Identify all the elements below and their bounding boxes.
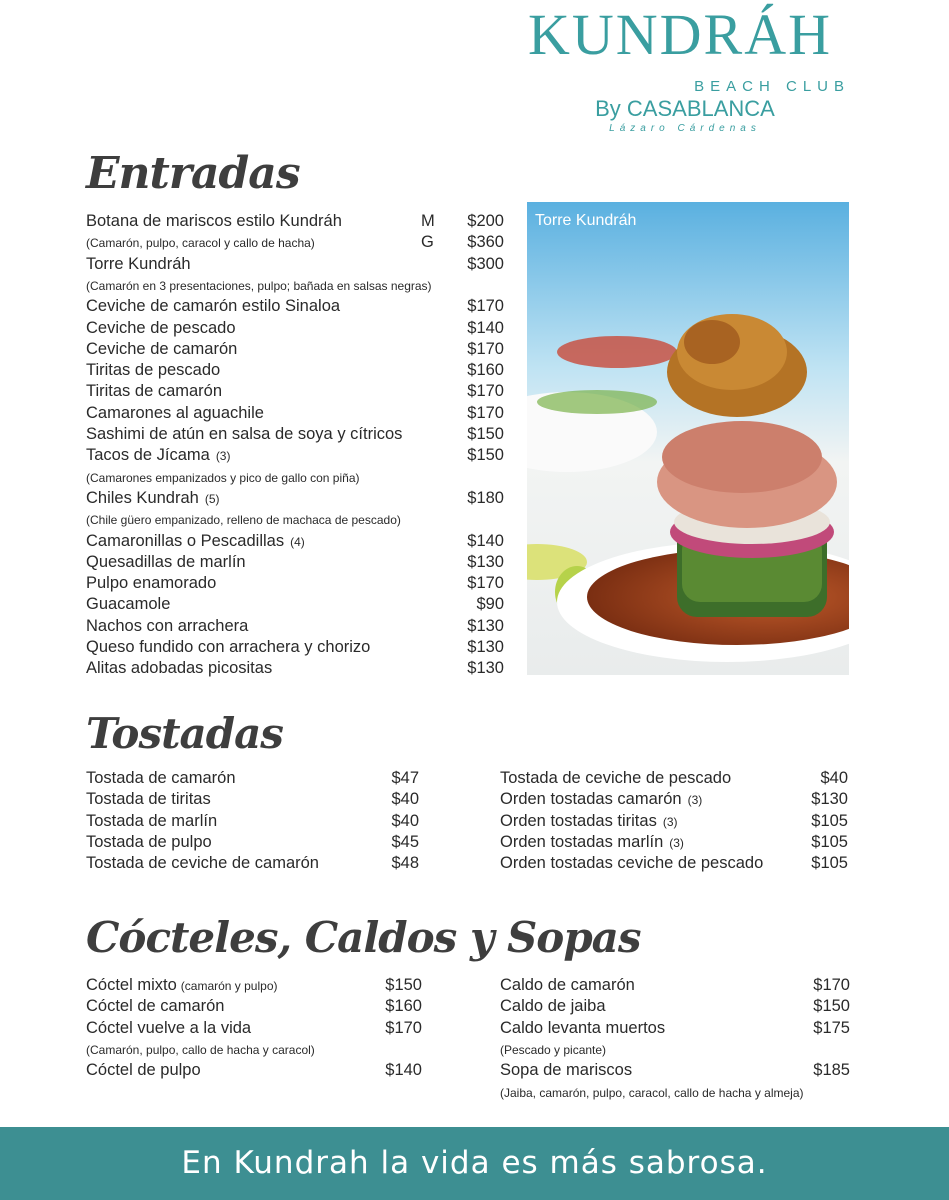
- photo-caption: Torre Kundráh: [535, 212, 637, 229]
- menu-item: [86, 1018, 251, 1039]
- menu-item-name: Orden tostadas tiritas: [500, 811, 657, 830]
- menu-item-name: Ceviche de camarón: [86, 339, 238, 358]
- menu-item-description: (Jaiba, camarón, pulpo, caracol, callo de hacha y almeja): [500, 1085, 804, 1100]
- menu-item-price: $45: [391, 832, 419, 851]
- menu-item: [86, 445, 230, 467]
- menu-item-price: $130: [467, 659, 504, 678]
- menu-item: [86, 381, 222, 402]
- menu-item-price: $140: [467, 531, 504, 550]
- menu-item-name: Sashimi de atún en salsa de soya y cítricos: [86, 425, 403, 443]
- menu-item-name: Alitas adobadas picositas: [86, 659, 273, 678]
- menu-item-name: Tostada de marlín: [86, 811, 218, 830]
- menu-item: [86, 789, 211, 810]
- menu-item-quantity: (3): [669, 835, 684, 850]
- menu-item: [86, 832, 212, 853]
- menu-item-price: $300: [467, 254, 504, 273]
- menu-item-name: Ceviche de camarón estilo Sinaloa: [86, 297, 341, 316]
- menu-item-name: Pulpo enamorado: [86, 574, 217, 593]
- menu-item-size: M: [421, 212, 435, 230]
- menu-item-name: Tostada de ceviche de camarón: [86, 854, 319, 873]
- menu-item-name: Tostada de ceviche de pescado: [500, 769, 732, 787]
- menu-item: [86, 811, 217, 832]
- menu-item: [500, 768, 731, 789]
- menu-item-name: Caldo levanta muertos: [500, 1018, 666, 1037]
- logo-city: Lázaro Cárdenas: [609, 123, 761, 134]
- menu-item: [86, 853, 319, 874]
- menu-item-name: Cóctel mixto: [86, 976, 177, 994]
- menu-item: [86, 488, 220, 510]
- menu-item-name: Orden tostadas ceviche de pescado: [500, 854, 764, 873]
- menu-item-name: Chiles Kundrah: [86, 488, 199, 507]
- menu-item-name: Orden tostadas camarón: [500, 790, 682, 809]
- menu-item-name: Camarones al aguachile: [86, 403, 264, 422]
- menu-item-price: $105: [811, 854, 848, 873]
- menu-item-price: $90: [476, 595, 504, 614]
- section-title-entradas: Entradas: [86, 148, 300, 199]
- menu-item-price: $130: [467, 616, 504, 635]
- menu-item-description: (Camarón, pulpo, caracol y callo de hacha): [86, 236, 315, 251]
- menu-item-name: Nachos con arrachera: [86, 616, 249, 635]
- menu-item-price: $140: [467, 318, 504, 337]
- menu-item-price: $130: [811, 790, 848, 809]
- menu-item: [86, 573, 216, 594]
- menu-item: [86, 658, 272, 679]
- menu-item: [86, 318, 236, 339]
- menu-item: [86, 360, 220, 381]
- menu-item-price: $160: [467, 361, 504, 380]
- menu-item-size: G: [421, 233, 434, 252]
- menu-item-price: $150: [467, 425, 504, 443]
- menu-item: [500, 789, 702, 811]
- menu-item-description: (Pescado y picante): [500, 1042, 607, 1057]
- menu-item: [86, 996, 225, 1017]
- menu-item-price: $150: [385, 976, 422, 994]
- menu-item: [86, 339, 237, 360]
- menu-item-price: $170: [467, 339, 504, 358]
- menu-item-price: $47: [391, 769, 419, 787]
- menu-item-price: $170: [813, 976, 850, 994]
- logo-wordmark: KUNDRÁH: [528, 2, 832, 67]
- menu-item-name: Tostada de camarón: [86, 769, 236, 787]
- dish-photo-illustration: [527, 202, 849, 675]
- menu-item-name: Botana de mariscos estilo Kundráh: [86, 212, 342, 230]
- menu-item: [86, 254, 191, 275]
- menu-item-name: Tacos de Jícama: [86, 446, 210, 465]
- menu-item-name: Cóctel de camarón: [86, 997, 225, 1016]
- menu-item: [500, 811, 678, 833]
- menu-item: [86, 211, 342, 232]
- menu-item: [86, 403, 264, 424]
- menu-item-description: (Camarón, pulpo, callo de hacha y caracol): [86, 1042, 315, 1057]
- logo: [510, 4, 850, 134]
- section-title-cocteles: Cócteles, Caldos y Sopas: [86, 913, 641, 962]
- menu-item-price: $170: [467, 382, 504, 401]
- menu-item-price: $150: [467, 446, 504, 465]
- menu-item-price: $40: [391, 811, 419, 830]
- menu-item-description: (Chile güero empanizado, relleno de machaca de pescado): [86, 513, 401, 528]
- menu-item-name: Guacamole: [86, 595, 171, 614]
- menu-item-description: (Camarón en 3 presentaciones, pulpo; bañada en salsas negras): [86, 278, 432, 293]
- menu-item-name: Tiritas de camarón: [86, 382, 223, 401]
- menu-item: [86, 637, 370, 658]
- menu-item: [500, 832, 684, 854]
- menu-item-price: $185: [813, 1061, 850, 1080]
- menu-item: [86, 552, 246, 573]
- section-title-tostadas: Tostadas: [86, 709, 283, 758]
- menu-item-price: $170: [385, 1018, 422, 1037]
- logo-byline: By CASABLANCA: [595, 96, 775, 121]
- menu-item: [86, 424, 402, 445]
- menu-item: [500, 975, 635, 996]
- footer-slogan: En Kundrah la vida es más sabrosa.: [0, 1127, 949, 1200]
- menu-item: [500, 996, 606, 1017]
- menu-item-name: Torre Kundráh: [86, 254, 191, 273]
- menu-item-price: $130: [467, 638, 504, 656]
- menu-item-price: $40: [391, 790, 419, 809]
- menu-item-name: Camaronillas o Pescadillas: [86, 531, 285, 550]
- logo-subtitle: BEACH CLUB: [694, 78, 850, 95]
- menu-item-name: Tiritas de pescado: [86, 361, 221, 380]
- menu-item-quantity: (3): [687, 793, 703, 808]
- menu-item-name: Ceviche de pescado: [86, 318, 236, 337]
- menu-item-quantity: (3): [215, 449, 231, 464]
- menu-item: [86, 1060, 201, 1081]
- menu-item-price: $170: [467, 574, 504, 593]
- dish-photo: [527, 202, 849, 675]
- menu-item-name: Cóctel de pulpo: [86, 1061, 201, 1080]
- menu-item-price: $150: [813, 997, 850, 1016]
- menu-item: [86, 975, 278, 997]
- menu-item: [500, 853, 763, 874]
- menu-item-name: Caldo de camarón: [500, 976, 635, 994]
- menu-item: [500, 1018, 665, 1039]
- menu-item-price: $360: [467, 233, 504, 252]
- menu-item-price: $200: [467, 212, 504, 230]
- menu-item-price: $130: [467, 552, 504, 571]
- menu-item-price: $140: [385, 1061, 422, 1080]
- menu-item: [86, 616, 248, 637]
- menu-item-price: $40: [820, 769, 848, 787]
- menu-item-quantity: (5): [204, 491, 220, 506]
- menu-item-price: $105: [811, 811, 848, 830]
- menu-item-name: Cóctel vuelve a la vida: [86, 1018, 252, 1037]
- menu-item: [500, 1060, 632, 1081]
- menu-item-price: $170: [467, 297, 504, 316]
- menu-item-price: $175: [813, 1018, 850, 1037]
- menu-item: [86, 531, 305, 553]
- menu-item-price: $105: [811, 832, 848, 851]
- menu-item-note: (camarón y pulpo): [180, 979, 278, 993]
- menu-item-name: Tostada de pulpo: [86, 832, 212, 851]
- menu-item: [86, 296, 340, 317]
- menu-item-description: (Camarones empanizados y pico de gallo con piña): [86, 470, 360, 485]
- menu-item: [86, 768, 236, 789]
- menu-item-name: Queso fundido con arrachera y chorizo: [86, 638, 371, 656]
- menu-item-price: $160: [385, 997, 422, 1016]
- menu-item-quantity: (4): [290, 534, 305, 549]
- menu-item: [86, 594, 170, 615]
- menu-item-name: Orden tostadas marlín: [500, 832, 664, 851]
- menu-item-name: Sopa de mariscos: [500, 1061, 633, 1080]
- menu-item-quantity: (3): [662, 814, 678, 829]
- menu-item-name: Caldo de jaiba: [500, 997, 606, 1016]
- menu-item-name: Quesadillas de marlín: [86, 552, 246, 571]
- menu-item-price: $170: [467, 403, 504, 422]
- menu-item-price: $180: [467, 488, 504, 507]
- menu-item-name: Tostada de tiritas: [86, 790, 211, 809]
- menu-item-price: $48: [391, 854, 419, 873]
